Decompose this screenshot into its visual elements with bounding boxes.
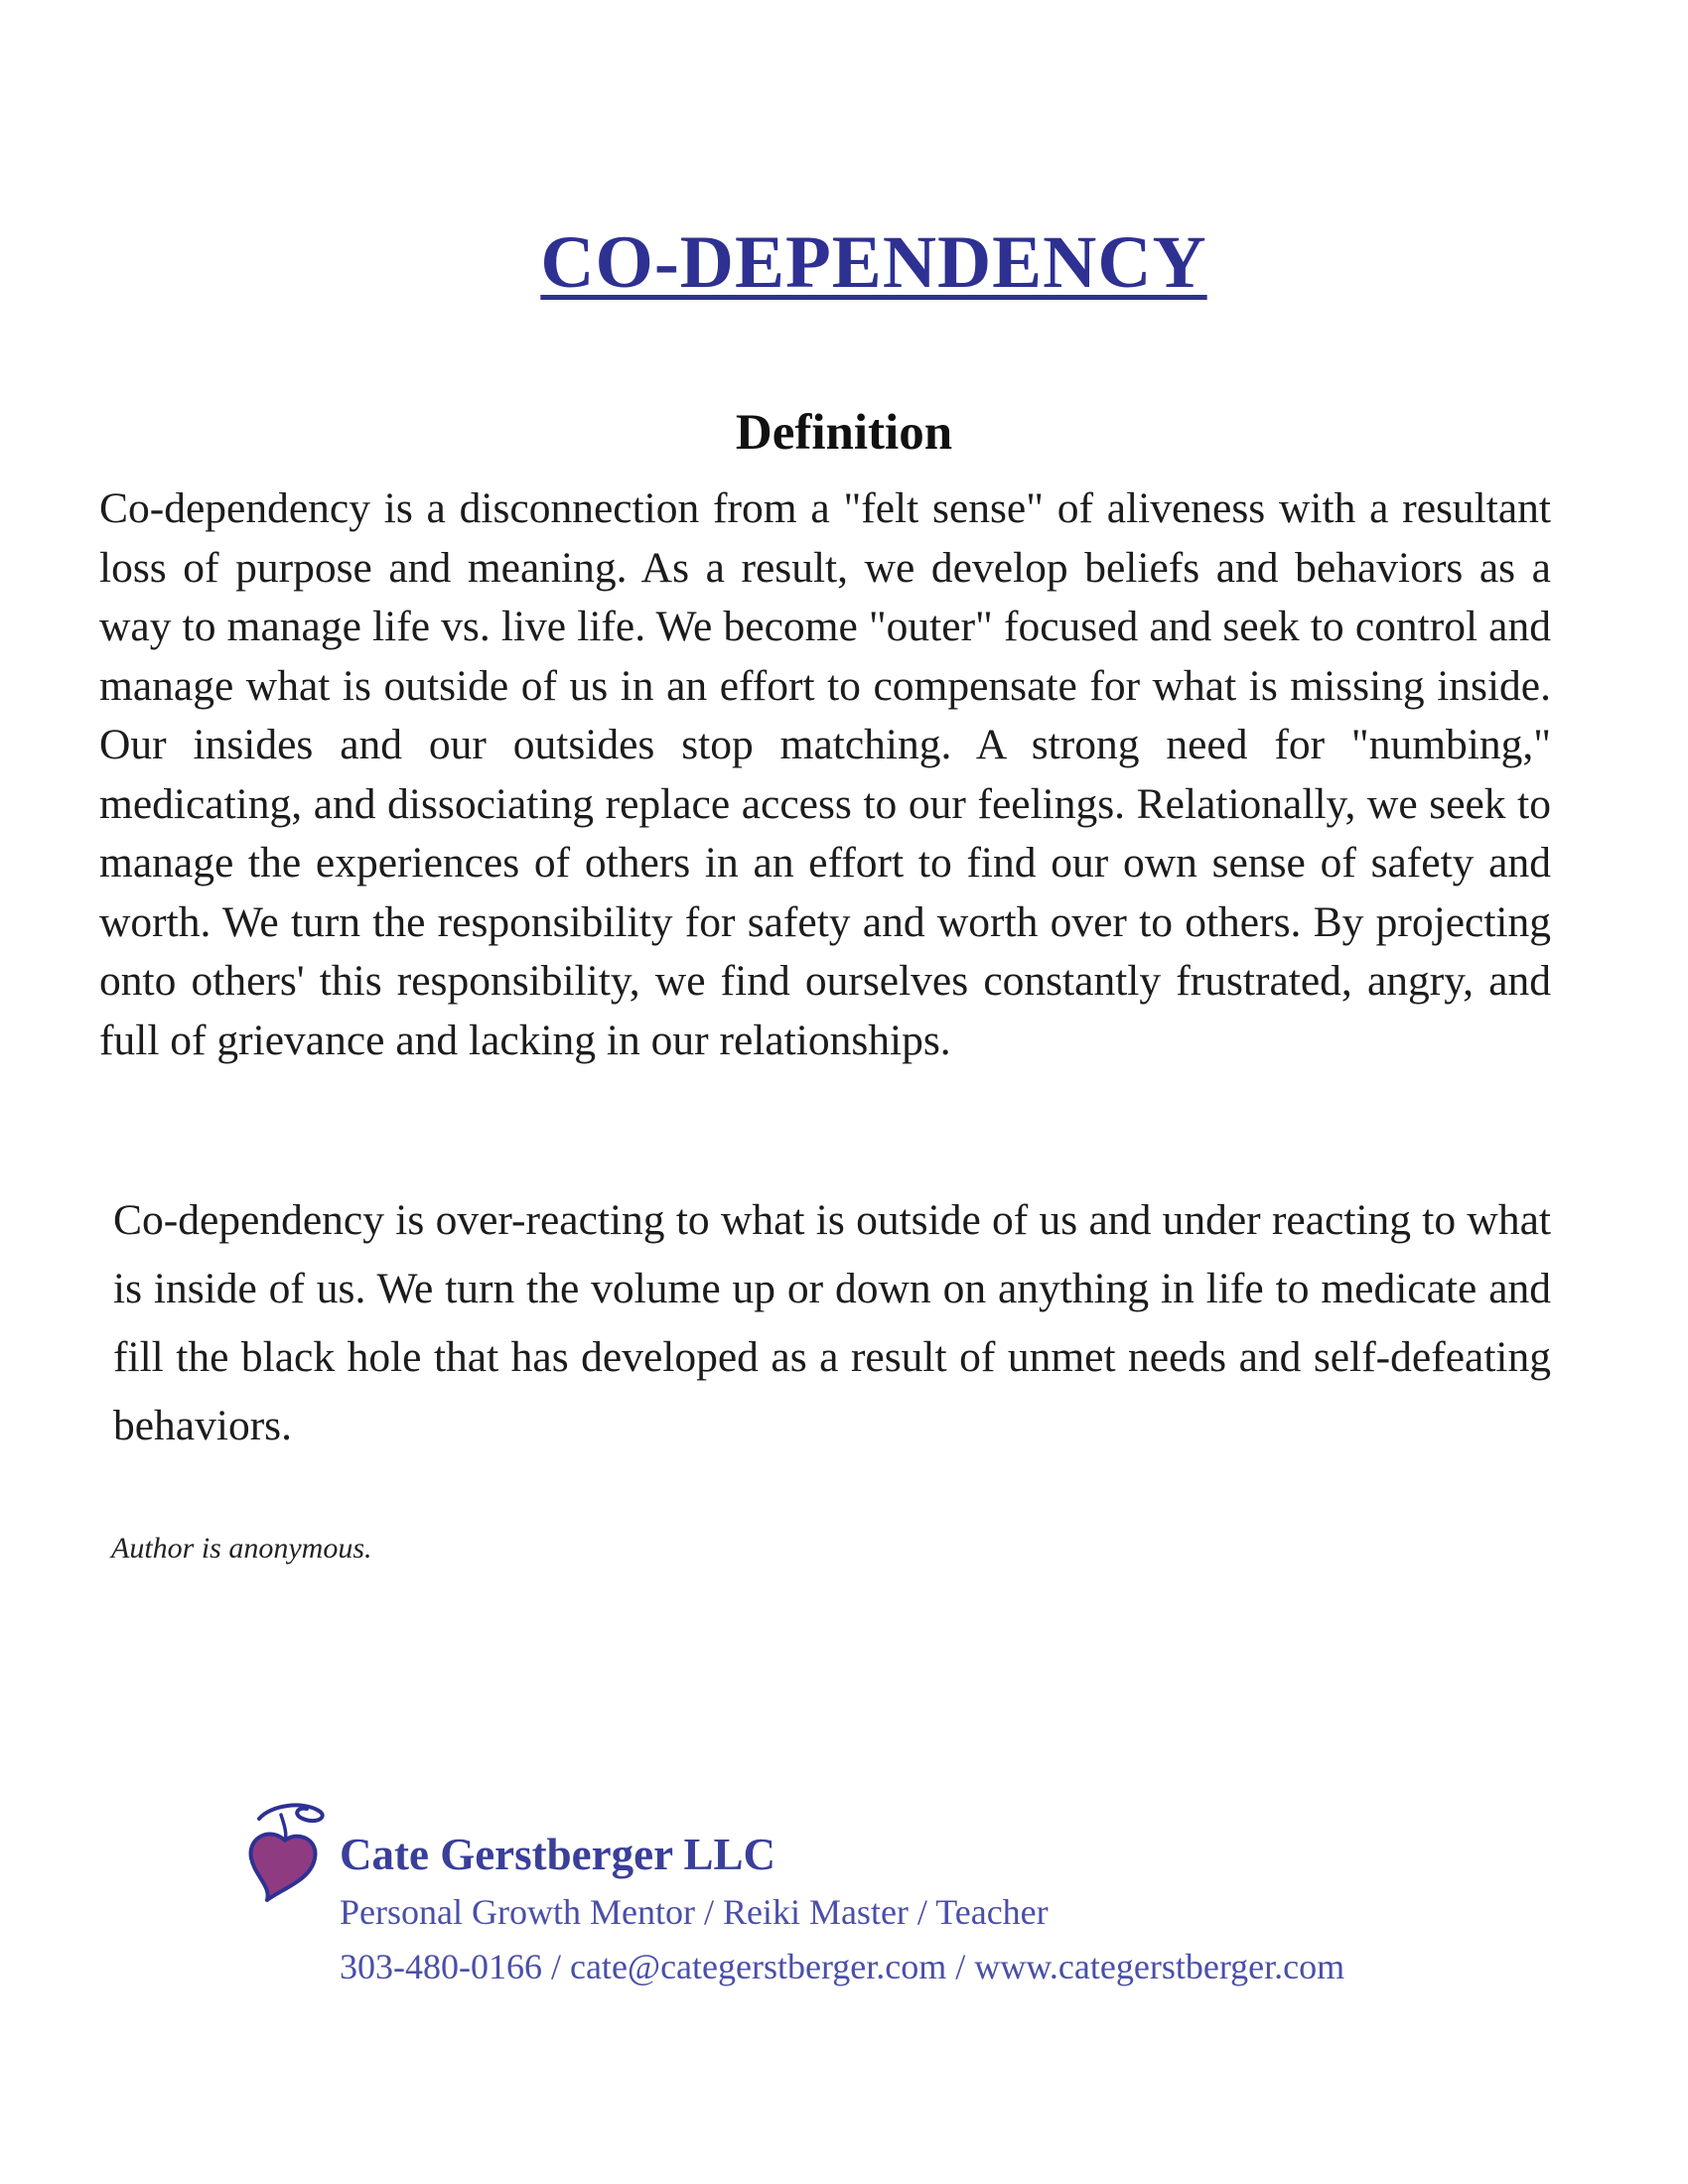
company-contact: 303-480-0166 / cate@categerstberger.com / www.categerstberger.com [340, 1947, 1345, 1986]
section-heading: Definition [735, 405, 953, 462]
page-title [0, 220, 1688, 306]
definition-paragraph-1: Co-dependency is a disconnection from a "felt sense" of aliveness with a resultant loss of purpose and meaning. As a result, we develop beliefs and behaviors as a way to manage life vs. live life. We become "outer" focused and seek to control and manage what is outside of us in an effort to compensate for what is missing inside. Our insides and our outsides stop matching. A strong need for "numbing," medicating, and dissociating replace access to our feelings. Relationally, we seek to manage the experiences of others in an effort to find our own sense of safety and worth. We turn the responsibility for safety and worth over to others. By projecting onto others' this responsibility, we find ourselves constantly frustrated, angry, and full of grievance and lacking in our relationships. [99, 484, 1551, 1064]
definition-paragraph-2: Co-dependency is over-reacting to what is outside of us and under reacting to what is inside of us. We turn the volume up or down on anything in life to medicate and fill the black hole that has developed as a result of unmet needs and self-defeating behaviors. [113, 1196, 1551, 1449]
company-name: Cate Gerstberger LLC [340, 1830, 776, 1879]
company-tagline: Personal Growth Mentor / Reiki Master / Teacher [340, 1892, 1049, 1932]
heart-swirl-logo-icon [241, 1797, 346, 1906]
author-note: Author is anonymous. [111, 1532, 372, 1565]
page-title-text: CO-DEPENDENCY [540, 221, 1207, 305]
